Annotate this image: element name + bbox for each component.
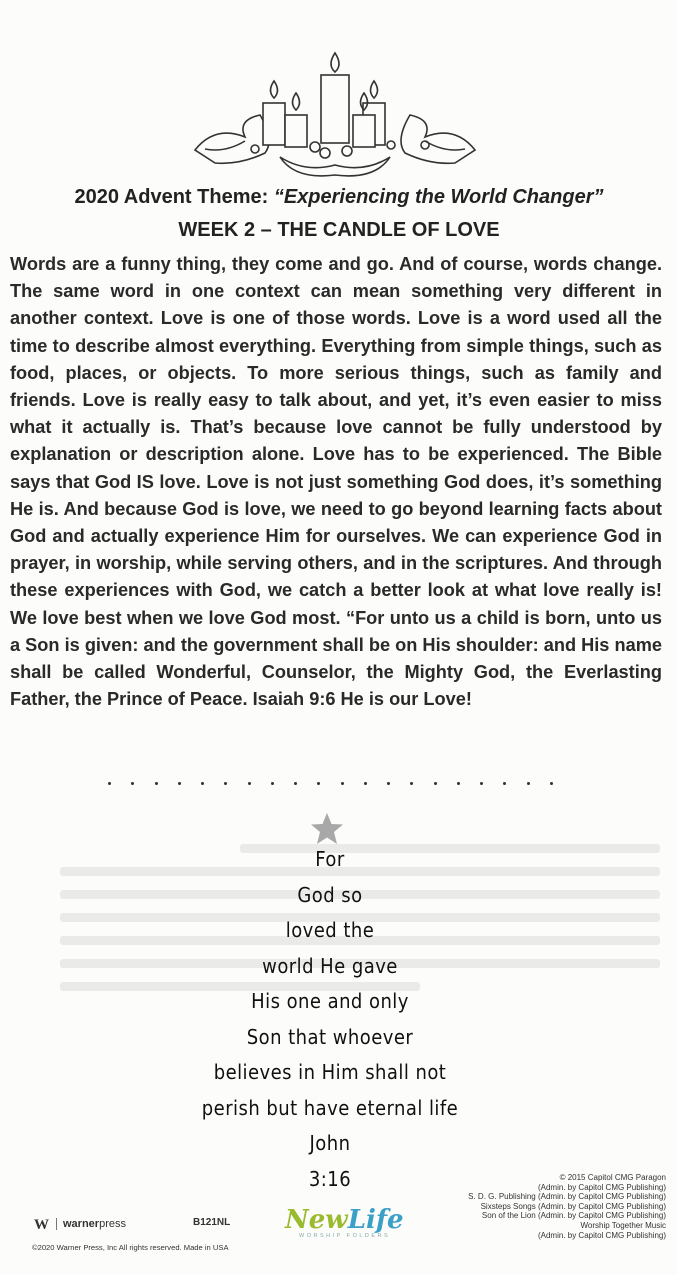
- publisher-name: warnerpress: [63, 1217, 126, 1230]
- verse-line: For: [315, 847, 345, 871]
- devotional-body: Words are a funny thing, they come and go. And of course, words change. The same word in one context can mean something very different in another context. Love is one of those words. Love is a word used all the time to describe almost everything. Everything from simple things, such as food, places, or objects. To more serious things, such as family and friends. Love is really easy to talk about, and yet, it’s even easier to miss what it actually is. That’s because love cannot be fully understood by explanation or description alone. Love has to be experienced. The Bible says that God IS love. Love is not just something God does, it’s something He is. And because God is love, we need to go beyond learning facts about God and actually experience Him for ourselves. We can experience God in prayer, in worship, while serving others, and in the scriptures. And through these experiences with God, we catch a better look at what love really is! We love best when we love God most. “For unto us a child is born, unto us a Son is given: and the government shall be on His shoulder: and His name shall be called Wonderful, Counselor, the Mighty God, the Everlasting Father, the Prince of Peace. Isaiah 9:6 He is our Love!: [10, 254, 662, 710]
- john-3-16-tree: [150, 842, 510, 1197]
- verse-line: 3:16: [308, 1166, 352, 1191]
- verse-line: His one and only: [251, 989, 409, 1013]
- copyright-line: Worship Together Music: [580, 1220, 666, 1230]
- title-prefix: 2020 Advent Theme:: [74, 186, 274, 208]
- newlife-logo: NewLife WORSHIP FOLDERS: [285, 1205, 404, 1239]
- star-icon: [309, 812, 345, 846]
- copyright-line: © 2015 Capitol CMG Paragon: [559, 1173, 666, 1182]
- verse-line: Son that whoever: [246, 1024, 414, 1049]
- warner-w-icon: [34, 1217, 50, 1230]
- product-code: B121NL: [193, 1217, 231, 1228]
- copyright-line: Sixsteps Songs (Admin. by Capitol CMG Publishing): [480, 1201, 666, 1211]
- dotted-divider: [108, 782, 553, 785]
- verse-line: world He gave: [262, 953, 398, 978]
- page-title: [0, 186, 678, 209]
- publisher-copyright: ©2020 Warner Press, Inc All rights reserved. Made in USA: [32, 1243, 229, 1252]
- copyright-line: S. D. G. Publishing (Admin. by Capitol CMG Publishing): [468, 1192, 666, 1202]
- verse-line: perish but have eternal life: [201, 1095, 459, 1120]
- verse-line: loved the: [285, 918, 375, 942]
- warner-press-logo: [34, 1217, 126, 1230]
- verse-line: believes in Him shall not: [213, 1060, 447, 1084]
- copyright-line: Son of the Lion (Admin. by Capitol CMG Publishing): [481, 1211, 666, 1221]
- copyright-line: (Admin. by Capitol CMG Publishing): [537, 1230, 666, 1240]
- copyright-line: (Admin. by Capitol CMG Publishing): [537, 1182, 666, 1192]
- title-theme: “Experiencing the World Changer”: [273, 186, 604, 208]
- svg-text:W: W: [34, 1217, 49, 1230]
- verse-line: John: [309, 1131, 351, 1155]
- advent-wreath-illustration: [185, 45, 485, 185]
- verse-line: God so: [297, 882, 363, 907]
- week-heading: WEEK 2 – THE CANDLE OF LOVE: [178, 219, 500, 241]
- song-copyright-block: [468, 1173, 666, 1240]
